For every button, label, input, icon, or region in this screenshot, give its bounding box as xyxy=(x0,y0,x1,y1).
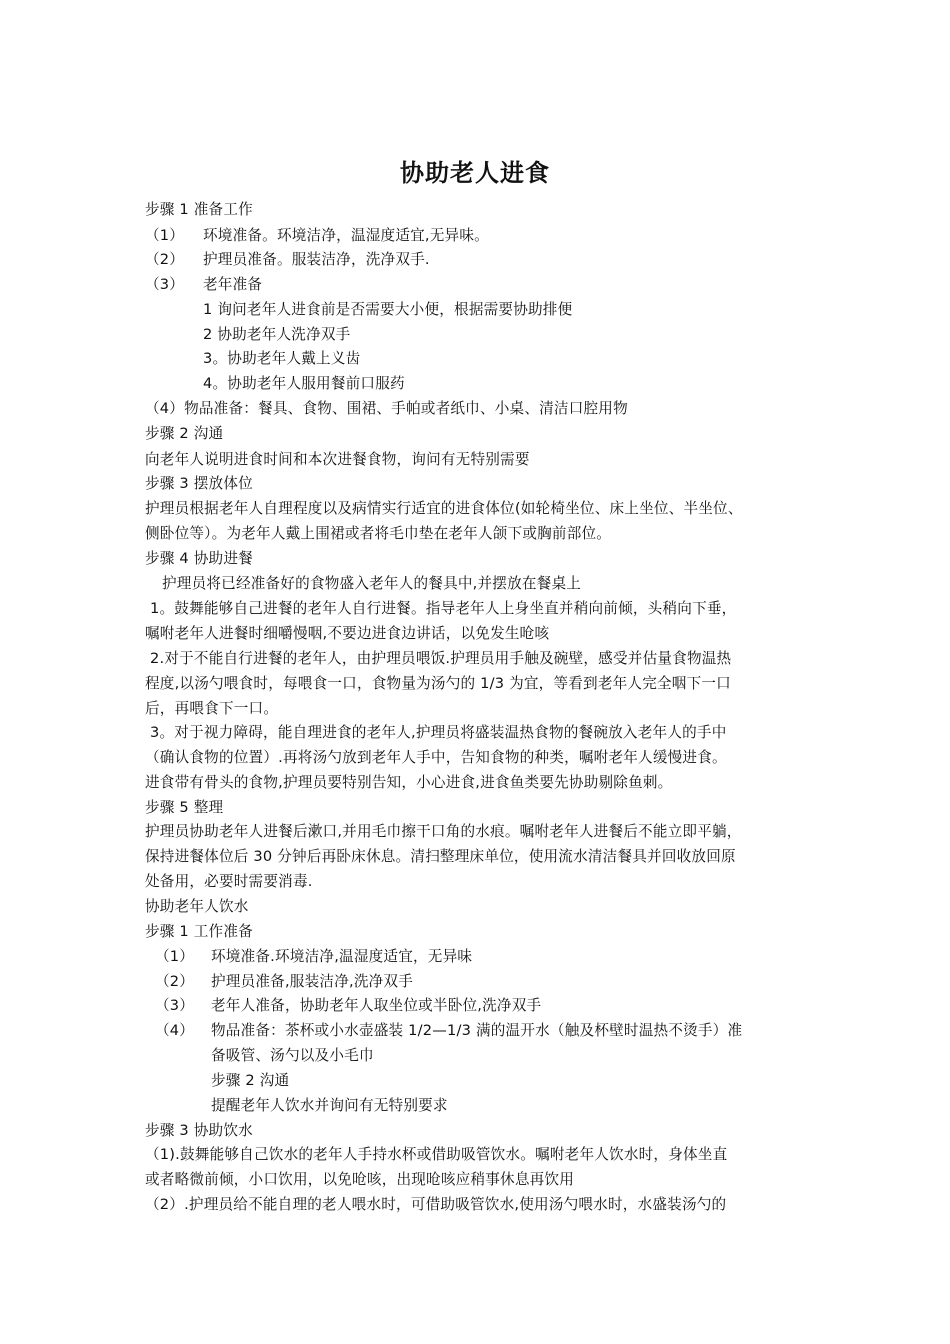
step-heading: 步骤 5 整理 xyxy=(145,799,224,816)
paragraph-line: 或者略微前倾，小口饮用，以免呛咳，出现呛咳应稍事休息再饮用 xyxy=(145,1171,575,1188)
paragraph-line: 嘱咐老年人进餐时细嚼慢咽,不要边进食边讲话，以免发生呛咳 xyxy=(145,625,550,642)
item-text: 老年人准备，协助老年人取坐位或半卧位,洗净双手 xyxy=(211,997,542,1014)
item-number: （2） xyxy=(145,251,185,268)
step-heading: 步骤 1 工作准备 xyxy=(145,923,253,940)
item-number: （1） xyxy=(155,948,195,965)
step-heading: 步骤 3 摆放体位 xyxy=(145,475,253,492)
paragraph-line: （确认食物的位置）.再将汤勺放到老年人手中，告知食物的种类，嘱咐老年人缓慢进食。 xyxy=(145,749,727,766)
item-text: 备吸管、汤勺以及小毛巾 xyxy=(211,1047,374,1064)
paragraph-line: 1。鼓舞能够自己进餐的老年人自行进餐。指导老年人上身坐直并稍向前倾，头稍向下垂， xyxy=(150,600,737,617)
step-heading: 步骤 1 准备工作 xyxy=(145,201,253,218)
item-text: 护理员准备。服装洁净，洗净双手. xyxy=(203,251,430,268)
item-text: 环境准备。环境洁净，温湿度适宜,无异味。 xyxy=(203,227,489,244)
sub-item: 3。协助老年人戴上义齿 xyxy=(203,350,361,367)
paragraph-line: 护理员协助老年人进餐后漱口,并用毛巾擦干口角的水痕。嘱咐老年人进餐后不能立即平躺， xyxy=(145,823,742,840)
item-text: 环境准备.环境洁净,温湿度适宜，无异味 xyxy=(211,948,473,965)
sub-item: 1 询问老年人进食前是否需要大小便，根据需要协助排便 xyxy=(203,301,573,318)
paragraph-line: （1).鼓舞能够自己饮水的老年人手持水杯或借助吸管饮水。嘱咐老年人饮水时，身体坐直 xyxy=(145,1146,728,1163)
item-text: 物品准备：茶杯或小水壶盛装 1/2—1/3 满的温开水（触及杯壁时温热不烫手）准 xyxy=(211,1022,743,1039)
paragraph-line: （4）物品准备：餐具、食物、围裙、手帕或者纸巾、小桌、清洁口腔用物 xyxy=(145,400,628,417)
item-number: （2） xyxy=(155,973,195,990)
paragraph-line: 后，再喂食下一口。 xyxy=(145,700,279,717)
item-number: （1） xyxy=(145,227,185,244)
paragraph-line: 护理员根据老年人自理程度以及病情实行适宜的进食体位(如轮椅坐位、床上坐位、半坐位、 xyxy=(145,500,743,517)
step-heading: 步骤 2 沟通 xyxy=(211,1072,290,1089)
paragraph-line: 侧卧位等）。为老年人戴上围裙或者将毛巾垫在老年人颌下或胸前部位。 xyxy=(145,525,612,542)
paragraph-line: （2）.护理员给不能自理的老人喂水时，可借助吸管饮水,使用汤勺喂水时，水盛装汤勺的 xyxy=(145,1196,727,1213)
paragraph-line: 保持进餐体位后 30 分钟后再卧床休息。清扫整理床单位，使用流水清洁餐具并回收放回原 xyxy=(145,848,736,865)
paragraph-line: 处备用，必要时需要消毒. xyxy=(145,873,313,890)
step-heading: 步骤 2 沟通 xyxy=(145,425,224,442)
paragraph-line: 2.对于不能自行进餐的老年人，由护理员喂饭.护理员用手触及碗壁，感受并估量食物温热 xyxy=(150,650,732,667)
paragraph-line: 护理员将已经准备好的食物盛入老年人的餐具中,并摆放在餐桌上 xyxy=(162,575,582,592)
item-number: （3） xyxy=(145,276,185,293)
paragraph-line: 3。对于视力障碍，能自理进食的老年人,护理员将盛装温热食物的餐碗放入老年人的手中 xyxy=(150,724,727,741)
step-heading: 步骤 4 协助进餐 xyxy=(145,550,253,567)
paragraph-line: 程度,以汤勺喂食时，每喂食一口，食物量为汤勺的 1/3 为宜，等看到老年人完全咽下一口 xyxy=(145,675,731,692)
document-title: 协助老人进食 xyxy=(400,159,550,187)
item-number: （3） xyxy=(155,997,195,1014)
step-heading: 步骤 3 协助饮水 xyxy=(145,1122,253,1139)
paragraph-line: 提醒老年人饮水并询问有无特别要求 xyxy=(211,1097,448,1114)
sub-item: 4。协助老年人服用餐前口服药 xyxy=(203,375,405,392)
item-text: 老年准备 xyxy=(203,276,263,293)
paragraph-line: 向老年人说明进食时间和本次进餐食物，询问有无特别需要 xyxy=(145,451,530,468)
paragraph-line: 进食带有骨头的食物,护理员要特别告知，小心进食,进食鱼类要先协助剔除鱼刺。 xyxy=(145,774,673,791)
sub-item: 2 协助老年人洗净双手 xyxy=(203,326,351,343)
section-heading: 协助老年人饮水 xyxy=(145,898,249,915)
item-text: 护理员准备,服装洁净,洗净双手 xyxy=(211,973,413,990)
item-number: （4） xyxy=(155,1022,195,1039)
